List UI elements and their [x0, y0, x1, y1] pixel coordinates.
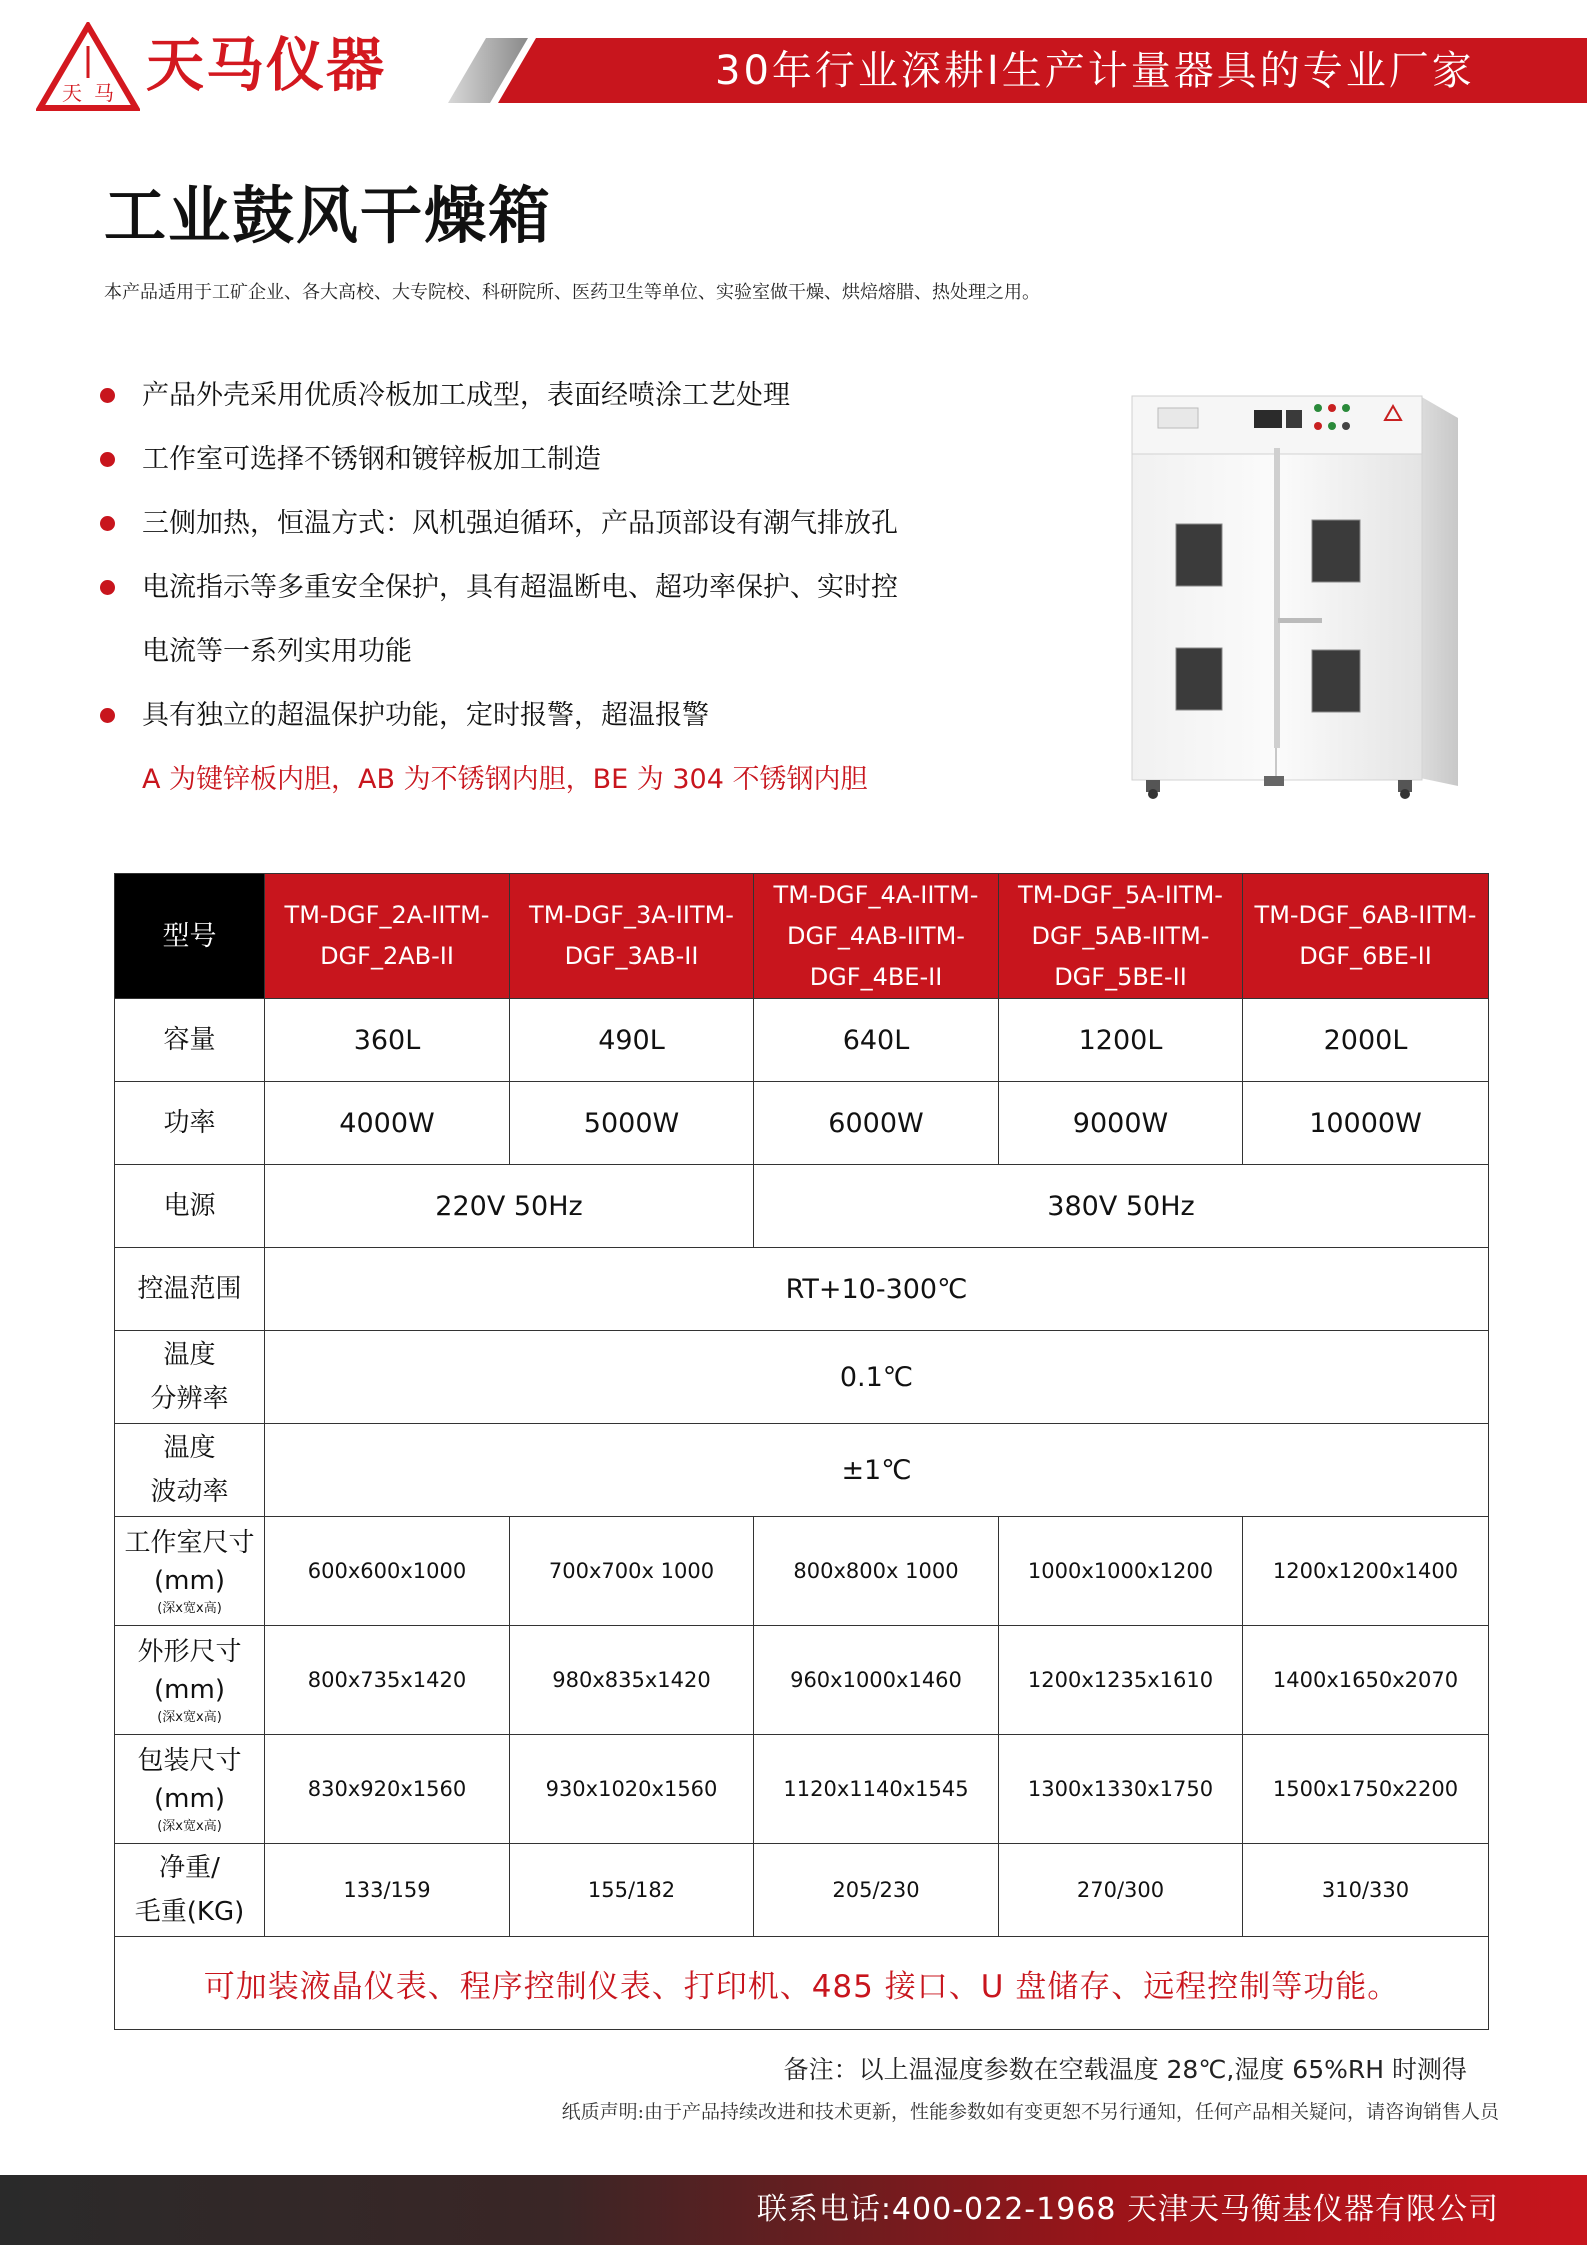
row-label-supply: 电源 — [115, 1165, 265, 1248]
table-cell: 6000W — [754, 1082, 999, 1165]
table-row-chamber — [115, 1517, 1489, 1626]
feature-item: 工作室可选择不锈钢和镀锌板加工制造 — [100, 428, 1000, 492]
feature-item: 电流指示等多重安全保护，具有超温断电、超功率保护、实时控 — [100, 556, 1000, 620]
table-cell: ±1℃ — [265, 1424, 1489, 1517]
table-cell: 310/330 — [1243, 1844, 1489, 1937]
model-cell: TM-DGF_6AB-IITM-DGF_6BE-II — [1243, 874, 1489, 999]
contact-info: 联系电话:400-022-1968 天津天马衡基仪器有限公司 — [756, 2192, 1499, 2227]
model-cell: TM-DGF_2A-IITM-DGF_2AB-II — [265, 874, 510, 999]
row-label-weight: 净重/ 毛重(KG) — [115, 1844, 265, 1937]
model-cell: TM-DGF_5A-IITM-DGF_5AB-IITM-DGF_5BE-II — [999, 874, 1243, 999]
table-row-power — [115, 1082, 1489, 1165]
bullet-icon — [100, 708, 115, 723]
test-condition-remark: 备注：以上温湿度参数在空载温度 28℃,湿度 65%RH 时测得 — [783, 2055, 1467, 2084]
feature-item: 具有独立的超温保护功能，定时报警，超温报警 — [100, 684, 1000, 748]
table-cell: 1200x1200x1400 — [1243, 1517, 1489, 1626]
table-cell: 490L — [510, 999, 754, 1082]
feature-item: 三侧加热，恒温方式：风机强迫循环，产品顶部设有潮气排放孔 — [100, 492, 1000, 556]
table-row-capacity — [115, 999, 1489, 1082]
table-cell: RT+10-300℃ — [265, 1248, 1489, 1331]
table-cell: 1120x1140x1545 — [754, 1735, 999, 1844]
table-cell: 640L — [754, 999, 999, 1082]
table-cell: 1300x1330x1750 — [999, 1735, 1243, 1844]
table-row-temp-range — [115, 1248, 1489, 1331]
options-note: 可加装液晶仪表、程序控制仪表、打印机、485 接口、U 盘储存、远程控制等功能。 — [115, 1937, 1489, 2030]
table-cell: 930x1020x1560 — [510, 1735, 754, 1844]
table-row-outer — [115, 1626, 1489, 1735]
model-cell: TM-DGF_4A-IITM-DGF_4AB-IITM-DGF_4BE-II — [754, 874, 999, 999]
row-label-resolution: 温度 分辨率 — [115, 1331, 265, 1424]
header-slogan: 30年行业深耕I生产计量器具的专业厂家 — [715, 48, 1475, 94]
feature-item-continuation: 电流等一系列实用功能 — [142, 636, 412, 667]
table-cell: 133/159 — [265, 1844, 510, 1937]
product-image — [1118, 378, 1478, 818]
row-label-fluctuation: 温度 波动率 — [115, 1424, 265, 1517]
table-cell: 155/182 — [510, 1844, 754, 1937]
table-cell: 0.1℃ — [265, 1331, 1489, 1424]
table-cell: 2000L — [1243, 999, 1489, 1082]
bullet-icon — [100, 516, 115, 531]
table-cell: 270/300 — [999, 1844, 1243, 1937]
table-cell: 700x700x 1000 — [510, 1517, 754, 1626]
page-title: 工业鼓风干燥箱 — [104, 179, 553, 252]
table-cell: 800x800x 1000 — [754, 1517, 999, 1626]
table-cell: 1200x1235x1610 — [999, 1626, 1243, 1735]
table-cell: 205/230 — [754, 1844, 999, 1937]
table-cell: 600x600x1000 — [265, 1517, 510, 1626]
bullet-icon — [100, 388, 115, 403]
table-cell: 800x735x1420 — [265, 1626, 510, 1735]
row-label-capacity: 容量 — [115, 999, 265, 1082]
table-row-resolution — [115, 1331, 1489, 1424]
row-label-chamber: 工作室尺寸 (mm) (深x宽x高) — [115, 1517, 265, 1626]
table-row-supply — [115, 1165, 1489, 1248]
table-cell: 960x1000x1460 — [754, 1626, 999, 1735]
table-row-fluctuation — [115, 1424, 1489, 1517]
table-cell: 220V 50Hz — [265, 1165, 754, 1248]
row-label-package: 包装尺寸 (mm) (深x宽x高) — [115, 1735, 265, 1844]
table-cell: 830x920x1560 — [265, 1735, 510, 1844]
row-label-temp-range: 控温范围 — [115, 1248, 265, 1331]
table-row-weight — [115, 1844, 1489, 1937]
table-cell: 380V 50Hz — [754, 1165, 1489, 1248]
table-cell: 980x835x1420 — [510, 1626, 754, 1735]
company-logo-text: 天马仪器 — [146, 31, 387, 99]
table-cell: 4000W — [265, 1082, 510, 1165]
disclaimer: 纸质声明:由于产品持续改进和技术更新，性能参数如有变更恕不另行通知，任何产品相关疑问，请咨询销售人员 — [561, 2101, 1499, 2123]
table-cell: 1200L — [999, 999, 1243, 1082]
table-cell: 360L — [265, 999, 510, 1082]
logo-icon — [36, 22, 140, 112]
feature-list — [100, 364, 1000, 812]
page-footer — [0, 2175, 1587, 2245]
table-cell: 10000W — [1243, 1082, 1489, 1165]
table-cell: 9000W — [999, 1082, 1243, 1165]
row-label-power: 功率 — [115, 1082, 265, 1165]
logo-mark-char-2: 马 — [94, 81, 114, 105]
table-cell: 1400x1650x2070 — [1243, 1626, 1489, 1735]
table-cell: 1500x1750x2200 — [1243, 1735, 1489, 1844]
table-row-options — [115, 1937, 1489, 2030]
feature-item: 产品外壳采用优质冷板加工成型，表面经喷涂工艺处理 — [100, 364, 1000, 428]
spec-table — [114, 873, 1489, 2030]
bullet-icon — [100, 580, 115, 595]
table-row-model — [115, 874, 1489, 999]
bullet-icon — [100, 452, 115, 467]
page-header — [0, 0, 1587, 120]
product-intro: 本产品适用于工矿企业、各大高校、大专院校、科研院所、医药卫生等单位、实验室做干燥、烘焙熔腊、热处理之用。 — [104, 282, 1040, 303]
model-cell: TM-DGF_3A-IITM-DGF_3AB-II — [510, 874, 754, 999]
table-cell: 1000x1000x1200 — [999, 1517, 1243, 1626]
logo-mark-char-1: 天 — [62, 81, 82, 105]
row-label-model: 型号 — [115, 874, 265, 999]
table-cell: 5000W — [510, 1082, 754, 1165]
row-label-outer: 外形尺寸 (mm) (深x宽x高) — [115, 1626, 265, 1735]
table-row-package — [115, 1735, 1489, 1844]
material-note: A 为键锌板内胆，AB 为不锈钢内胆，BE 为 304 不锈钢内胆 — [142, 764, 868, 795]
